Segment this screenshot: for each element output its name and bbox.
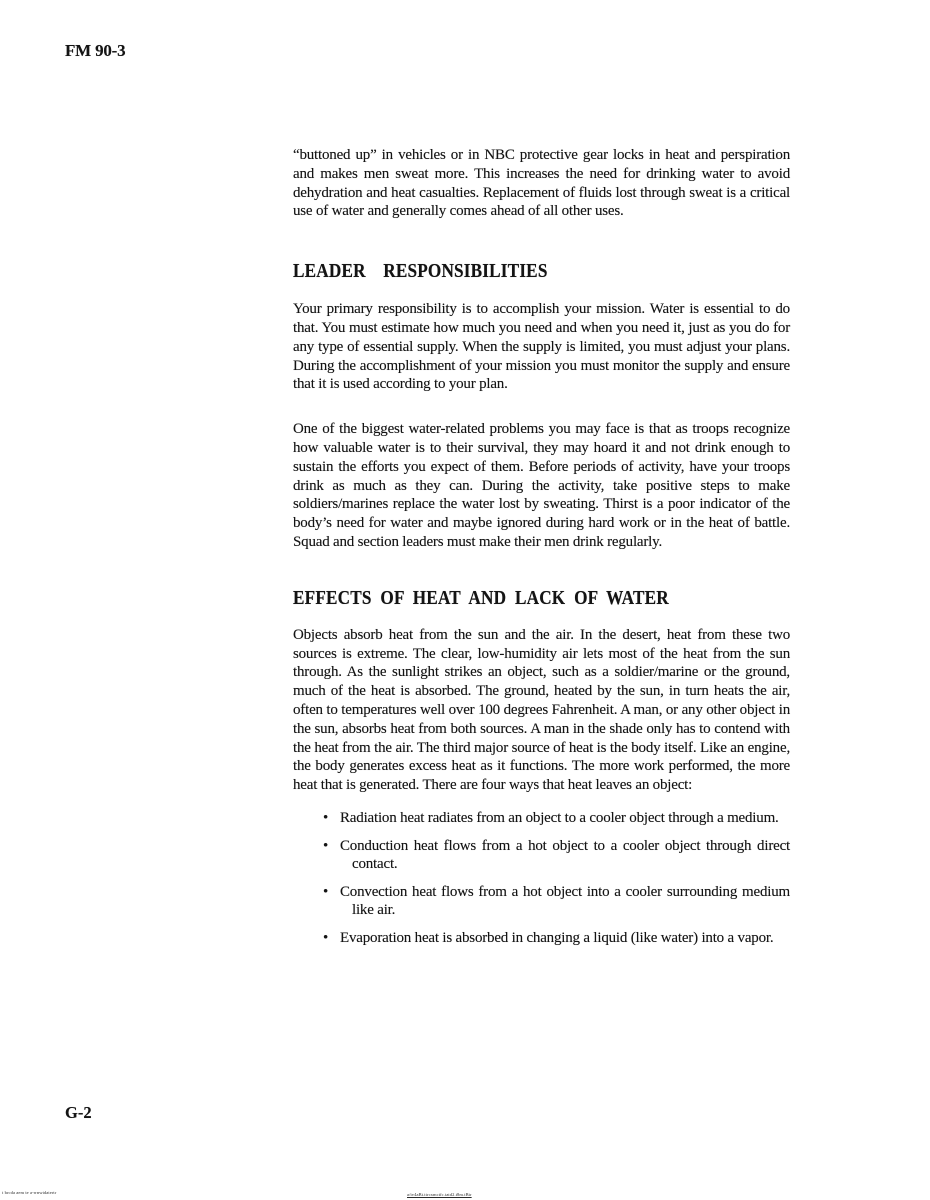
page-number: G-2 — [65, 1103, 92, 1122]
section-heading-effects-of-heat: EFFECTS OF HEAT AND LACK OF WATER — [293, 586, 669, 609]
bullet-item-convection: • Convection heat flows from a hot object into a cooler surrounding medium like air. — [352, 883, 790, 920]
microprint-left: t brcda aem te a-rrnwtdatertr — [2, 1190, 57, 1195]
paragraph-leader-2: One of the biggest water-related problems you may face is that as troops recognize how valuable water is to their survival, they may hoard it and not drink enough to sustain the efforts you expect of them. Before periods of activity, have your troops drink as much as they can. During the activity, take positive steps to make soldiers/marines replace the water lost by sweating. Thirst is a poor indicator of the body’s need for water and maybe ignored during hard work or in the heat of battle. Squad and section leaders must make their men drink regularly. — [293, 421, 790, 550]
paragraph-leader-1: Your primary responsibility is to accomplish your mission. Water is essential to do that. You must estimate how much you need and when you need it, just as you do for any type of essential supply. When the supply is limited, you must adjust your plans. During the accomplishment of your mission you must monitor the supply and ensure that it is used according to your plan. — [293, 301, 790, 393]
bullet-item-conduction: • Conduction heat flows from a hot object to a cooler object through direct contact. — [352, 837, 790, 874]
bullet-item-evaporation: • Evaporation heat is absorbed in changing a liquid (like water) into a vapor. — [352, 929, 790, 948]
paragraph-effects-1: Objects absorb heat from the sun and the air. In the desert, heat from these two sources is extreme. The clear, low-humidity air lets most of the heat from the sun through. As the sunlight strikes an object, such as a soldier/marine or the ground, much of the heat is absorbed. The ground, heated by the sun, in turn heats the air, often to temperatures well over 100 degrees Fahrenheit. A man, or any other object in the sun, absorbs heat from both sources. A man in the shade only has to contend with the heat from the air. The third major source of heat is the body itself. Like an engine, the body generates excess heat as it functions. The more work performed, the more heat that is generated. There are four ways that heat leaves an object: — [293, 626, 790, 794]
heat-transfer-bullet-list — [293, 809, 790, 948]
intro-paragraph: “buttoned up” in vehicles or in NBC protective gear locks in heat and perspiration and makes men sweat more. This increases the need for drinking water to avoid dehydration and heat casualties. Replacement of fluids lost through sweat is a critical use of water and generally comes ahead of all other uses. — [293, 147, 790, 220]
section-heading-leader-responsibilities: LEADER RESPONSIBILITIES — [293, 260, 548, 283]
bullet-item-radiation: • Radiation heat radiates from an object to a cooler object through a medium. — [352, 809, 790, 828]
content-column — [293, 146, 790, 947]
microprint-center: a/tv4aBt.ttrcxmctfc.tatd2.t8m.tBtr — [407, 1192, 472, 1197]
doc-code: FM 90-3 — [65, 41, 126, 60]
